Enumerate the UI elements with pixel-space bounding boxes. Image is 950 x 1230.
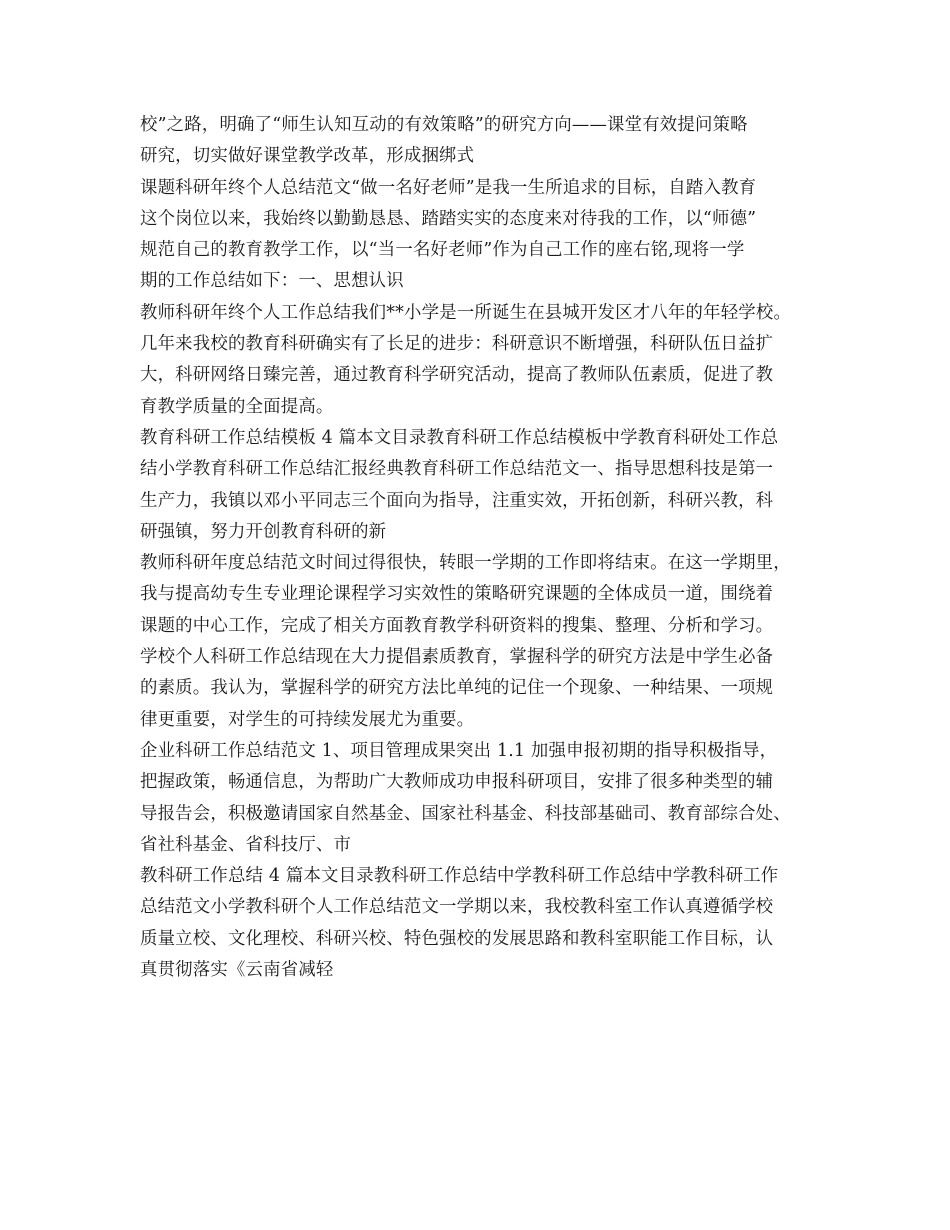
text-line: 校”之路，明确了“师生认知互动的有效策略”的研究方向——课堂有效提问策略 xyxy=(140,115,748,135)
text-line: 教育科研工作总结模板 4 篇本文目录教育科研工作总结模板中学教育科研处工作总 xyxy=(140,427,779,448)
text-line: 教师科研年度总结范文时间过得很快，转眼一学期的工作即将结束。在这一学期里， xyxy=(140,553,791,574)
text-line: 导报告会，积极邀请国家自然基金、国家社科基金、科技部基础司、教育部综合处、 xyxy=(140,803,791,824)
text-line: 育教学质量的全面提高。 xyxy=(140,396,334,417)
text-line: 学校个人科研工作总结现在大力提倡素质教育，掌握科学的研究方法是中学生必备 xyxy=(140,647,774,668)
text-line: 研强镇，努力开创教育科研的新 xyxy=(140,521,387,542)
text-line: 课题的中心工作，完成了相关方面教育教学科研资料的搜集、整理、分析和学习。 xyxy=(140,615,774,636)
document-body xyxy=(140,110,820,986)
text-line: 教科研工作总结 4 篇本文目录教科研工作总结中学教科研工作总结中学教科研工作 xyxy=(140,866,779,887)
text-line: 规范自己的教育教学工作，以“当一名好老师”作为自己工作的座右铭,现将一学 xyxy=(140,240,745,261)
text-line: 把握政策，畅通信息，为帮助广大教师成功申报科研项目，安排了很多种类型的辅 xyxy=(140,772,774,793)
text-line: 大，科研网络日臻完善，通过教育科学研究活动，提高了教师队伍素质，促进了教 xyxy=(140,365,774,386)
text-line: 教师科研年终个人工作总结我们**小学是一所诞生在县城开发区才八年的年轻学校。 xyxy=(140,302,792,323)
text-line: 期的工作总结如下：一、思想认识 xyxy=(140,271,404,292)
text-line: 我与提高幼专生专业理论课程学习实效性的策略研究课题的全体成员一道，围绕着 xyxy=(140,584,774,605)
text-line: 真贯彻落实《云南省减轻 xyxy=(140,960,334,981)
text-line: 生产力，我镇以邓小平同志三个面向为指导，注重实效，开拓创新，科研兴教，科 xyxy=(140,490,774,511)
text-line: 几年来我校的教育科研确实有了长足的进步：科研意识不断增强，科研队伍日益扩 xyxy=(140,334,774,355)
text-line: 省社科基金、省科技厅、市 xyxy=(140,834,352,855)
text-line: 质量立校、文化理校、科研兴校、特色强校的发展思路和教科室职能工作目标，认 xyxy=(140,928,774,949)
text-line: 的素质。我认为，掌握科学的研究方法比单纯的记住一个现象、一种结果、一项规 xyxy=(140,678,774,699)
text-line: 这个岗位以来，我始终以勤勤恳恳、踏踏实实的态度来对待我的工作，以“师德” xyxy=(140,208,757,229)
text-line: 总结范文小学教科研个人工作总结范文一学期以来，我校教科室工作认真遵循学校 xyxy=(140,897,774,918)
text-line: 企业科研工作总结范文 1、项目管理成果突出 1.1 加强申报初期的指导积极指导， xyxy=(140,740,778,761)
text-line: 律更重要，对学生的可持续发展尤为重要。 xyxy=(140,709,475,730)
text-line: 研究，切实做好课堂教学改革，形成捆绑式 xyxy=(140,146,475,167)
text-line: 结小学教育科研工作总结汇报经典教育科研工作总结范文一、指导思想科技是第一 xyxy=(140,459,774,480)
text-line: 课题科研年终个人总结范文“做一名好老师”是我一生所追求的目标，自踏入教育 xyxy=(140,177,757,198)
